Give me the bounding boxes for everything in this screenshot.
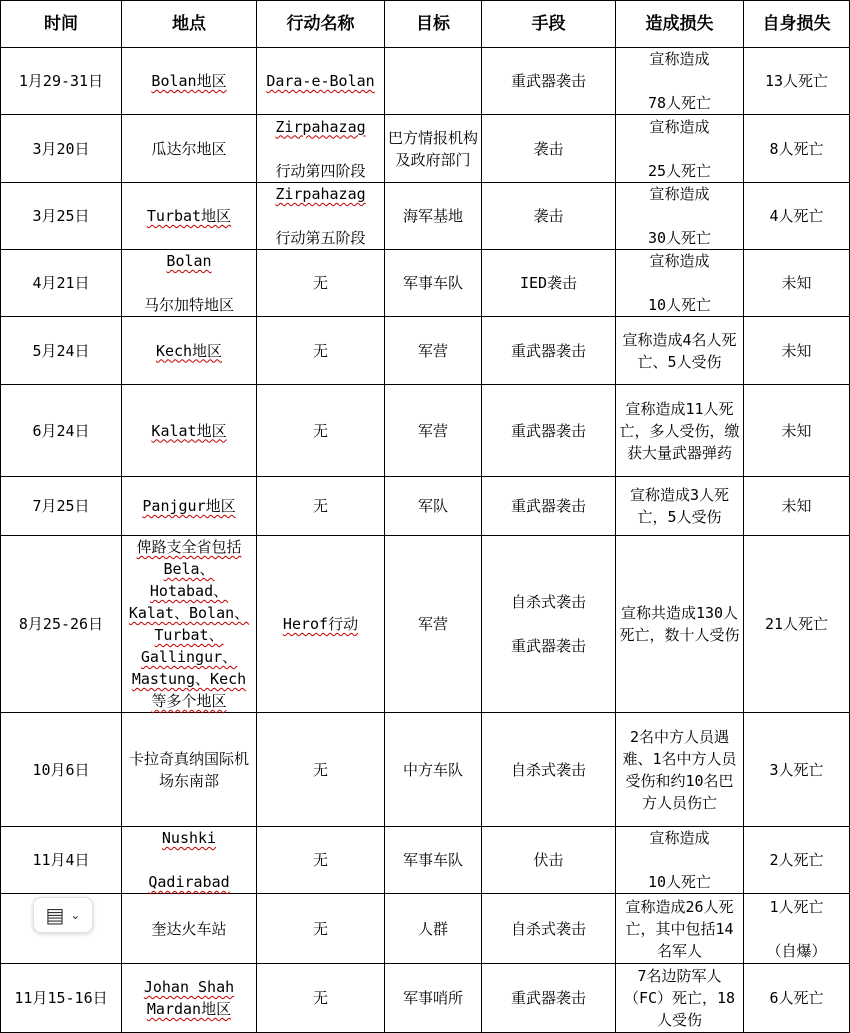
cell-method: 袭击 xyxy=(482,115,616,183)
cell-damage: 宣称造成3人死亡，5人受伤 xyxy=(616,477,744,536)
table-row xyxy=(1,827,850,894)
cell-method: 自杀式袭击 xyxy=(482,894,616,964)
cell-target: 军营 xyxy=(385,536,482,713)
cell-self-loss: 8人死亡 xyxy=(744,115,850,183)
cell-method: 自杀式袭击 重武器袭击 xyxy=(482,536,616,713)
table-row xyxy=(1,964,850,1033)
cell-target: 人群 xyxy=(385,894,482,964)
cell-method: 重武器袭击 xyxy=(482,385,616,477)
cell-place: Bolan 马尔加特地区 xyxy=(122,250,257,317)
cell-operation: 无 xyxy=(257,827,385,894)
cell-place: Nushki Qadirabad xyxy=(122,827,257,894)
cell-time: 4月21日 xyxy=(1,250,122,317)
cell-operation: Dara-e-Bolan xyxy=(257,48,385,115)
cell-time: 1月29-31日 xyxy=(1,48,122,115)
cell-operation: Herof行动 xyxy=(257,536,385,713)
cell-operation: 无 xyxy=(257,477,385,536)
table-row xyxy=(1,894,850,964)
cell-target xyxy=(385,48,482,115)
cell-target: 巴方情报机构及政府部门 xyxy=(385,115,482,183)
cell-time: 3月25日 xyxy=(1,183,122,250)
cell-place: 卡拉奇真纳国际机场东南部 xyxy=(122,713,257,827)
cell-operation: 无 xyxy=(257,385,385,477)
table-row xyxy=(1,48,850,115)
cell-damage: 宣称造成4名人死亡、5人受伤 xyxy=(616,317,744,385)
cell-self-loss: 未知 xyxy=(744,477,850,536)
header-place: 地点 xyxy=(122,1,257,48)
cell-target: 军队 xyxy=(385,477,482,536)
cell-damage: 宣称造成 10人死亡 xyxy=(616,827,744,894)
header-damage: 造成损失 xyxy=(616,1,744,48)
cell-target: 军营 xyxy=(385,385,482,477)
cell-target: 军事车队 xyxy=(385,827,482,894)
cell-target: 中方车队 xyxy=(385,713,482,827)
cell-operation: Zirpahazag 行动第四阶段 xyxy=(257,115,385,183)
cell-place: Kalat地区 xyxy=(122,385,257,477)
table-row xyxy=(1,115,850,183)
cell-self-loss: 1人死亡 （自爆） xyxy=(744,894,850,964)
header-row xyxy=(1,1,850,48)
cell-place: Bolan地区 xyxy=(122,48,257,115)
cell-self-loss: 4人死亡 xyxy=(744,183,850,250)
cell-place: Kech地区 xyxy=(122,317,257,385)
header-operation: 行动名称 xyxy=(257,1,385,48)
cell-time: 8月25-26日 xyxy=(1,536,122,713)
cell-operation: 无 xyxy=(257,250,385,317)
table-row xyxy=(1,385,850,477)
cell-method: 重武器袭击 xyxy=(482,477,616,536)
cell-damage: 宣称造成 30人死亡 xyxy=(616,183,744,250)
outline-list-icon[interactable]: ▤ xyxy=(45,903,65,927)
table-row xyxy=(1,477,850,536)
cell-operation: Zirpahazag 行动第五阶段 xyxy=(257,183,385,250)
cell-time: 3月20日 xyxy=(1,115,122,183)
cell-time: 10月6日 xyxy=(1,713,122,827)
cell-time: 6月24日 xyxy=(1,385,122,477)
table-row xyxy=(1,183,850,250)
cell-self-loss: 未知 xyxy=(744,317,850,385)
cell-place: Turbat地区 xyxy=(122,183,257,250)
cell-damage: 宣称造成 78人死亡 xyxy=(616,48,744,115)
table-row xyxy=(1,317,850,385)
cell-self-loss: 未知 xyxy=(744,250,850,317)
cell-target: 军营 xyxy=(385,317,482,385)
table-row xyxy=(1,250,850,317)
cell-operation: 无 xyxy=(257,894,385,964)
cell-damage: 宣称造成 10人死亡 xyxy=(616,250,744,317)
cell-time: 11月15-16日 xyxy=(1,964,122,1033)
cell-method: IED袭击 xyxy=(482,250,616,317)
header-self-loss: 自身损失 xyxy=(744,1,850,48)
cell-time: 7月25日 xyxy=(1,477,122,536)
cell-self-loss: 3人死亡 xyxy=(744,713,850,827)
floating-outline-toolbar[interactable] xyxy=(33,897,93,933)
cell-self-loss: 2人死亡 xyxy=(744,827,850,894)
header-target: 目标 xyxy=(385,1,482,48)
cell-self-loss: 21人死亡 xyxy=(744,536,850,713)
cell-damage: 7名边防军人（FC）死亡，18人受伤 xyxy=(616,964,744,1033)
cell-place: 俾路支全省包括Bela、Hotabad、Kalat、Bolan、Turbat、Gallingur、Mastung、Kech等多个地区 xyxy=(122,536,257,713)
cell-self-loss: 13人死亡 xyxy=(744,48,850,115)
cell-self-loss: 6人死亡 xyxy=(744,964,850,1033)
cell-method: 重武器袭击 xyxy=(482,964,616,1033)
cell-damage: 2名中方人员遇难、1名中方人员受伤和约10名巴方人员伤亡 xyxy=(616,713,744,827)
cell-self-loss: 未知 xyxy=(744,385,850,477)
cell-damage: 宣称共造成130人死亡，数十人受伤 xyxy=(616,536,744,713)
cell-method: 重武器袭击 xyxy=(482,317,616,385)
cell-method: 袭击 xyxy=(482,183,616,250)
cell-method: 重武器袭击 xyxy=(482,48,616,115)
header-method: 手段 xyxy=(482,1,616,48)
cell-target: 军事车队 xyxy=(385,250,482,317)
cell-damage: 宣称造成11人死亡，多人受伤，缴获大量武器弹药 xyxy=(616,385,744,477)
cell-operation: 无 xyxy=(257,713,385,827)
cell-place: 瓜达尔地区 xyxy=(122,115,257,183)
cell-time: 5月24日 xyxy=(1,317,122,385)
cell-operation: 无 xyxy=(257,964,385,1033)
cell-method: 自杀式袭击 xyxy=(482,713,616,827)
cell-operation: 无 xyxy=(257,317,385,385)
cell-damage: 宣称造成 25人死亡 xyxy=(616,115,744,183)
cell-time: 11月4日 xyxy=(1,827,122,894)
cell-place: Johan Shah Mardan地区 xyxy=(122,964,257,1033)
cell-target: 军事哨所 xyxy=(385,964,482,1033)
table-row xyxy=(1,536,850,713)
chevron-down-icon[interactable]: ⌄ xyxy=(70,908,81,922)
cell-method: 伏击 xyxy=(482,827,616,894)
table-row xyxy=(1,713,850,827)
cell-place: Panjgur地区 xyxy=(122,477,257,536)
cell-damage: 宣称造成26人死亡，其中包括14名军人 xyxy=(616,894,744,964)
cell-place: 奎达火车站 xyxy=(122,894,257,964)
cell-target: 海军基地 xyxy=(385,183,482,250)
header-time: 时间 xyxy=(1,1,122,48)
